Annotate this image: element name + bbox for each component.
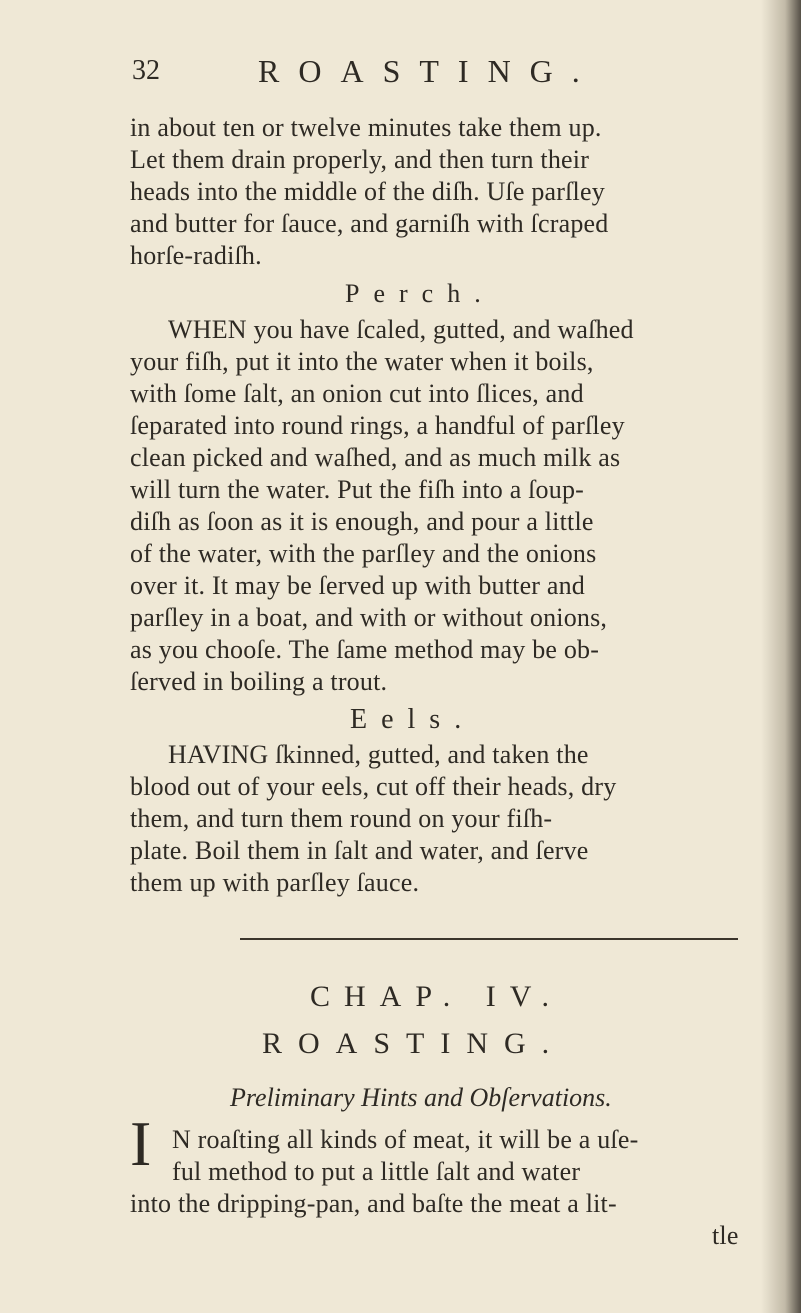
text-line: with ſome ſalt, an onion cut into ſlices, and <box>130 379 584 408</box>
text-line: of the water, with the parſley and the onions <box>130 539 597 568</box>
chapter-title: ROASTING. <box>262 1027 566 1060</box>
text-line: WHEN you have ſcaled, gutted, and waſhed <box>168 315 634 344</box>
chapter-label: CHAP. IV. <box>310 980 563 1013</box>
text-line: ſeparated into round rings, a handful of parſley <box>130 411 625 440</box>
text-line: them, and turn them round on your fiſh- <box>130 804 553 833</box>
text-line: Let them drain properly, and then turn their <box>130 145 590 174</box>
section-heading-eels: Eels. <box>350 704 476 735</box>
text-line: diſh as ſoon as it is enough, and pour a little <box>130 507 594 536</box>
text-line: them up with parſley ſauce. <box>130 868 420 897</box>
section-heading-perch: Perch. <box>345 279 495 308</box>
text-line: clean picked and waſhed, and as much milk as <box>130 443 621 472</box>
text-line: into the dripping-pan, and baſte the meat a lit- <box>130 1189 617 1218</box>
text-line: ful method to put a little ſalt and water <box>172 1157 581 1186</box>
catchword: tle <box>712 1221 739 1250</box>
text-line: ſerved in boiling a trout. <box>130 667 388 696</box>
text-line: parſley in a boat, and with or without onions, <box>130 603 608 632</box>
running-head: ROASTING. <box>258 53 599 89</box>
text-line: your fiſh, put it into the water when it boils, <box>130 347 594 376</box>
text-line: HAVING ſkinned, gutted, and taken the <box>168 740 589 769</box>
page-edge-shadow <box>761 0 801 1313</box>
text-line: horſe-radiſh. <box>130 241 262 270</box>
text-line: N roaſting all kinds of meat, it will be a uſe- <box>172 1125 639 1154</box>
text-line: in about ten or twelve minutes take them up. <box>130 113 602 142</box>
page-number: 32 <box>132 55 160 86</box>
text-line: over it. It may be ſerved up with butter and <box>130 571 586 600</box>
page-header <box>132 55 772 95</box>
chapter-subtitle: Preliminary Hints and Obſervations. <box>230 1083 612 1112</box>
text-line: heads into the middle of the diſh. Uſe parſley <box>130 177 605 206</box>
text-line: plate. Boil them in ſalt and water, and ſerve <box>130 836 589 865</box>
chapter-divider-rule <box>240 938 738 940</box>
text-line: blood out of your eels, cut off their heads, dry <box>130 772 617 801</box>
text-line: and butter for ſauce, and garniſh with ſcraped <box>130 209 609 238</box>
text-line: as you chooſe. The ſame method may be ob- <box>130 635 600 664</box>
drop-cap: I <box>130 1108 152 1179</box>
text-line: will turn the water. Put the fiſh into a ſoup- <box>130 475 585 504</box>
